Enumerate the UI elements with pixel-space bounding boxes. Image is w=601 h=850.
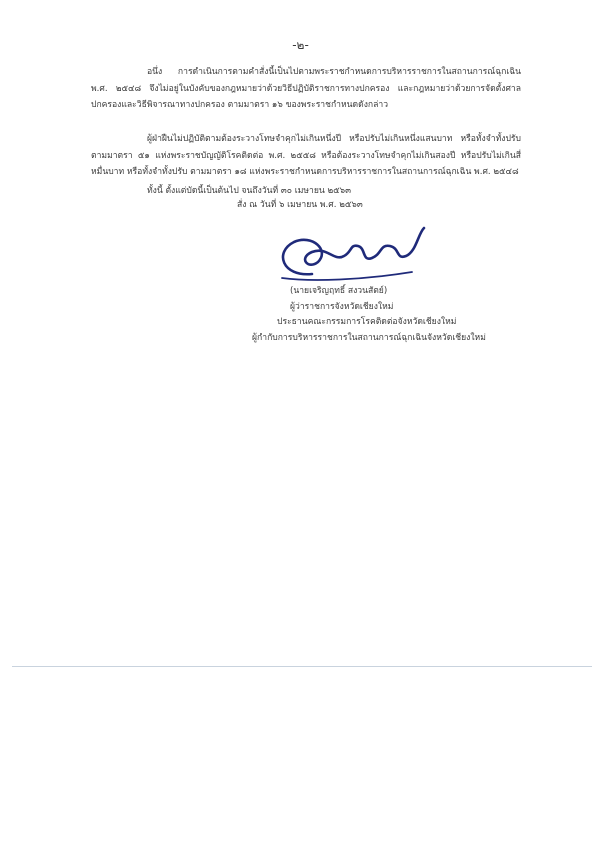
paragraph-penalties: ผู้ฝ่าฝืนไม่ปฏิบัติตามต้องระวางโทษจำคุกไม่เกินหนึ่งปี หรือปรับไม่เกินหนึ่งแสนบาท หรือทั้งจำทั้งปรับ ตามมาตรา ๕๑ แห่งพระราชบัญญัติโรคติดต่อ พ.ศ. ๒๕๕๘ หรือต้องระวางโทษจำคุกไม่เกินสองปี หรือปรับไม่เกินสี่หมื่นบาท หรือทั้งจำทั้งปรับ ตามมาตรา ๑๘ แห่งพระราชกำหนดการบริหารราชการในสถานการณ์ฉุกเฉิน พ.ศ. ๒๕๔๘ [91,134,521,177]
order-date: สั่ง ณ วันที่ ๖ เมษายน พ.ศ. ๒๕๖๓ [237,200,363,210]
paragraph-legal-exemption: อนึ่ง การดำเนินการตามคำสั่งนี้เป็นไปตามพระราชกำหนดการบริหารราชการในสถานการณ์ฉุกเฉิน พ.ศ. ๒๕๔๘ จึงไม่อยู่ในบังคับของกฎหมายว่าด้วยวิธีปฏิบัติราชการทางปกครอง และกฎหมายว่าด้วยการจัดตั้งศาลปกครองและวิธีพิจารณาทางปกครอง ตามมาตรา ๑๖ ของพระราชกำหนดดังกล่าว [91,67,521,110]
signature-block [250,284,486,346]
page-number: -๒- [292,38,309,52]
signatory-title: ผู้กำกับการบริหารราชการในสถานการณ์ฉุกเฉินจังหวัดเชียงใหม่ [252,332,486,343]
signatory-name: (นายเจริญฤทธิ์ สงวนสัตย์) [290,286,388,296]
bottom-divider [12,666,592,667]
signatory-title: ผู้ว่าราชการจังหวัดเชียงใหม่ [290,301,394,312]
handwritten-signature [272,222,442,284]
signatory-title: ประธานคณะกรรมการโรคติดต่อจังหวัดเชียงใหม่ [277,317,457,327]
paragraph-effective-period: ทั้งนี้ ตั้งแต่บัดนี้เป็นต้นไป จนถึงวันที่ ๓๐ เมษายน ๒๕๖๓ [147,186,351,196]
